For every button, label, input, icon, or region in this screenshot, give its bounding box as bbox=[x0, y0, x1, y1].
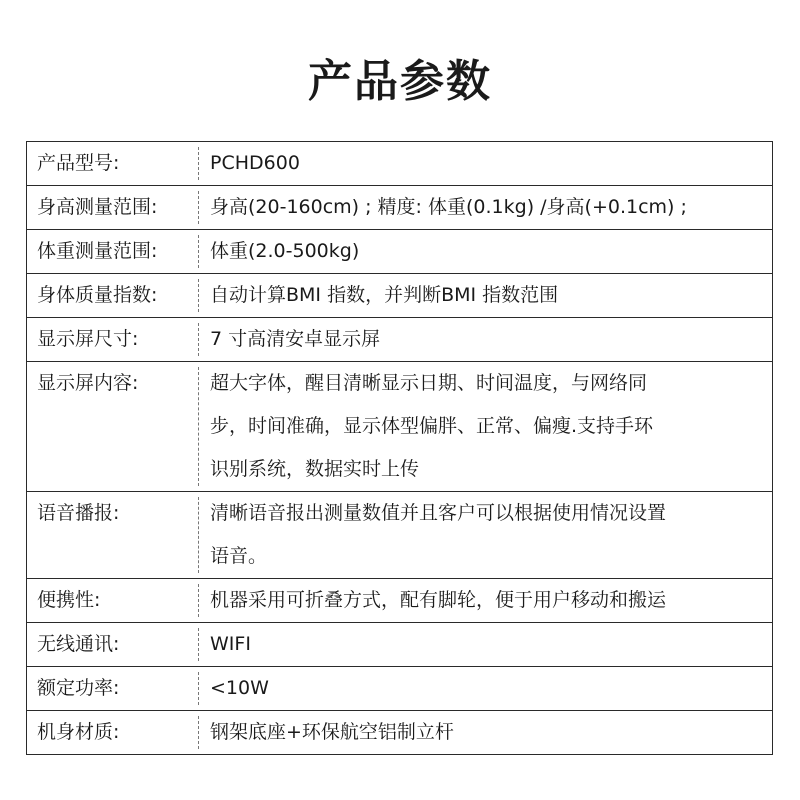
table-row-portability bbox=[27, 579, 773, 623]
row-value bbox=[198, 186, 773, 230]
table-row-voice bbox=[27, 492, 773, 579]
table-row-power bbox=[27, 667, 773, 711]
value-line: 识别系统，数据实时上传 bbox=[210, 458, 420, 480]
row-label: 机身材质: bbox=[27, 711, 199, 755]
row-value bbox=[198, 579, 773, 623]
value-line: 体重(2.0-500kg) bbox=[210, 240, 360, 262]
row-value bbox=[198, 230, 773, 274]
row-value bbox=[198, 623, 773, 667]
row-label: 体重测量范围: bbox=[27, 230, 199, 274]
table-row-material bbox=[27, 711, 773, 755]
table-row-model bbox=[27, 142, 773, 186]
value-line: WIFI bbox=[210, 633, 251, 655]
row-label: 显示屏内容: bbox=[27, 362, 199, 492]
value-line: 超大字体，醒目清晰显示日期、时间温度，与网络同 bbox=[210, 372, 648, 394]
row-label: 产品型号: bbox=[27, 142, 199, 186]
value-line: 清晰语音报出测量数值并且客户可以根据使用情况设置 bbox=[210, 502, 667, 524]
table-row-wireless bbox=[27, 623, 773, 667]
page-title: 产品参数 bbox=[308, 56, 492, 107]
table-row-screen-content bbox=[27, 362, 773, 492]
row-value bbox=[198, 142, 773, 186]
row-label: 便携性: bbox=[27, 579, 199, 623]
value-line: 自动计算BMI 指数，并判断BMI 指数范围 bbox=[210, 284, 559, 306]
row-value bbox=[198, 711, 773, 755]
table-row-height-range bbox=[27, 186, 773, 230]
value-line: PCHD600 bbox=[210, 152, 300, 174]
table-row-bmi bbox=[27, 274, 773, 318]
value-line: 7 寸高清安卓显示屏 bbox=[210, 328, 381, 350]
spec-table bbox=[26, 141, 773, 755]
row-label: 身体质量指数: bbox=[27, 274, 199, 318]
value-line: 机器采用可折叠方式，配有脚轮，便于用户移动和搬运 bbox=[210, 589, 667, 611]
row-value bbox=[198, 318, 773, 362]
row-label: 身高测量范围: bbox=[27, 186, 199, 230]
row-value bbox=[198, 362, 773, 492]
row-label: 无线通讯: bbox=[27, 623, 199, 667]
row-value bbox=[198, 274, 773, 318]
value-line: 语音。 bbox=[210, 545, 268, 567]
value-line: 步，时间准确，显示体型偏胖、正常、偏瘦.支持手环 bbox=[210, 415, 654, 437]
value-line: 身高(20-160cm) ; 精度: 体重(0.1kg) /身高(+0.1cm) ; bbox=[210, 196, 687, 218]
table-row-screen-size bbox=[27, 318, 773, 362]
value-line: 钢架底座+环保航空铝制立杆 bbox=[210, 721, 454, 743]
row-label: 额定功率: bbox=[27, 667, 199, 711]
row-value bbox=[198, 667, 773, 711]
row-label: 语音播报: bbox=[27, 492, 199, 579]
row-value bbox=[198, 492, 773, 579]
value-line: <10W bbox=[210, 677, 269, 699]
table-row-weight-range bbox=[27, 230, 773, 274]
row-label: 显示屏尺寸: bbox=[27, 318, 199, 362]
